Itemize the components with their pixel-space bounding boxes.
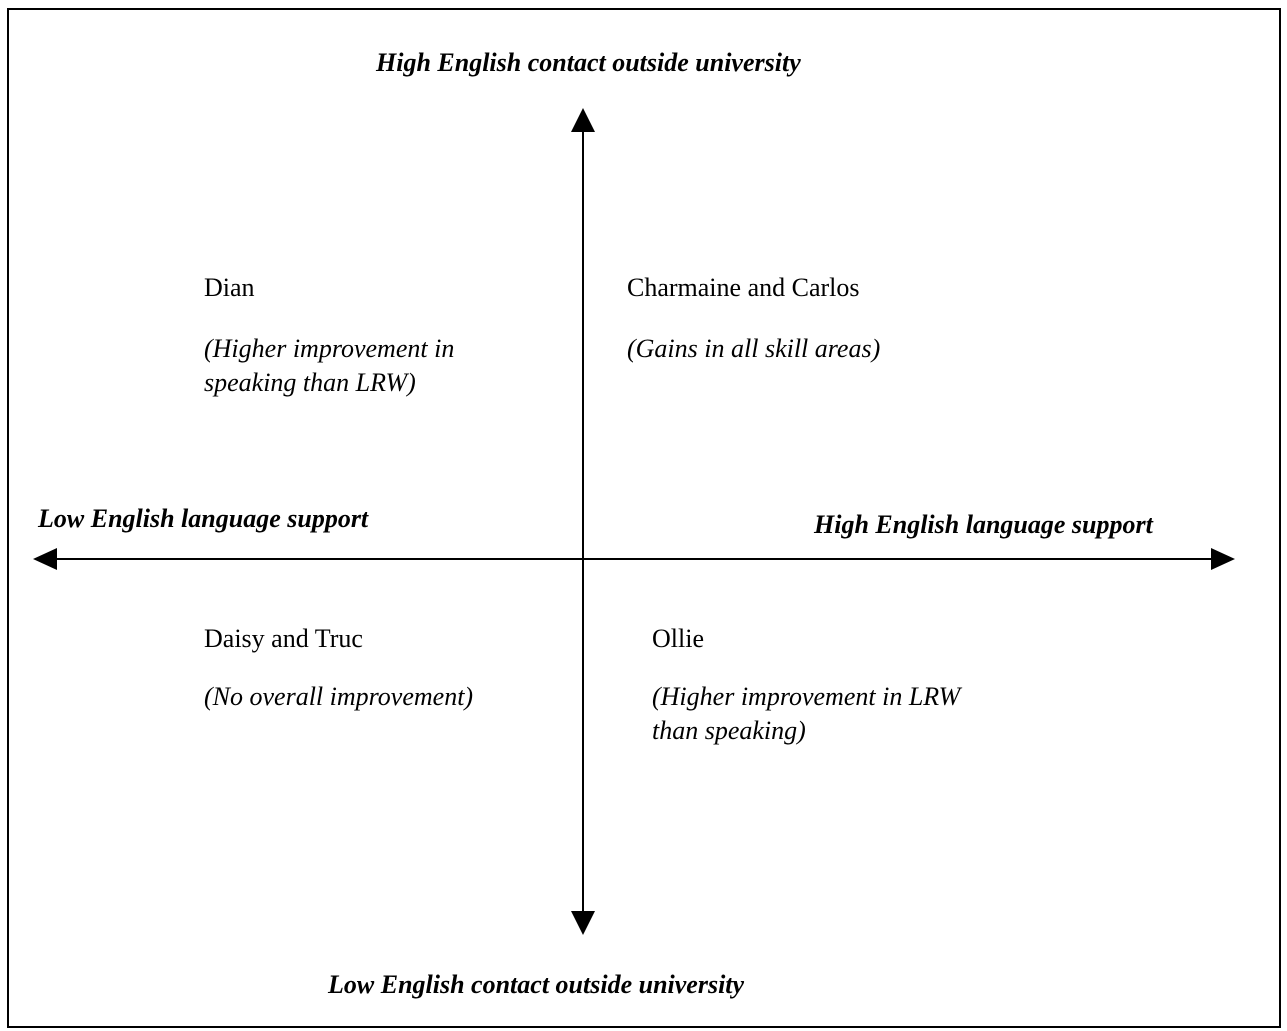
quadrant-top-left-name: Dian (204, 273, 255, 302)
arrow-left-icon (33, 548, 57, 570)
quadrant-top-left-description: (Higher improvement in speaking than LRW) (204, 334, 455, 397)
quadrant-bottom-right-description: (Higher improvement in LRW than speaking) (652, 682, 961, 745)
axis-label-right: High English language support (814, 510, 1153, 539)
quadrant-top-right-description: (Gains in all skill areas) (627, 334, 881, 363)
axis-label-left: Low English language support (38, 504, 369, 533)
horizontal-axis (33, 548, 1235, 570)
quadrant-bottom-right-name: Ollie (652, 624, 704, 653)
quadrant-bottom-left-description: (No overall improvement) (204, 682, 474, 711)
arrow-down-icon (571, 911, 595, 935)
axis-label-top: High English contact outside university (376, 48, 801, 77)
quadrant-bottom-left-name: Daisy and Truc (204, 624, 363, 653)
vertical-axis (571, 108, 595, 935)
arrow-right-icon (1211, 548, 1235, 570)
arrow-up-icon (571, 108, 595, 132)
axis-label-bottom: Low English contact outside university (328, 970, 745, 999)
quadrant-top-right-name: Charmaine and Carlos (627, 273, 860, 302)
